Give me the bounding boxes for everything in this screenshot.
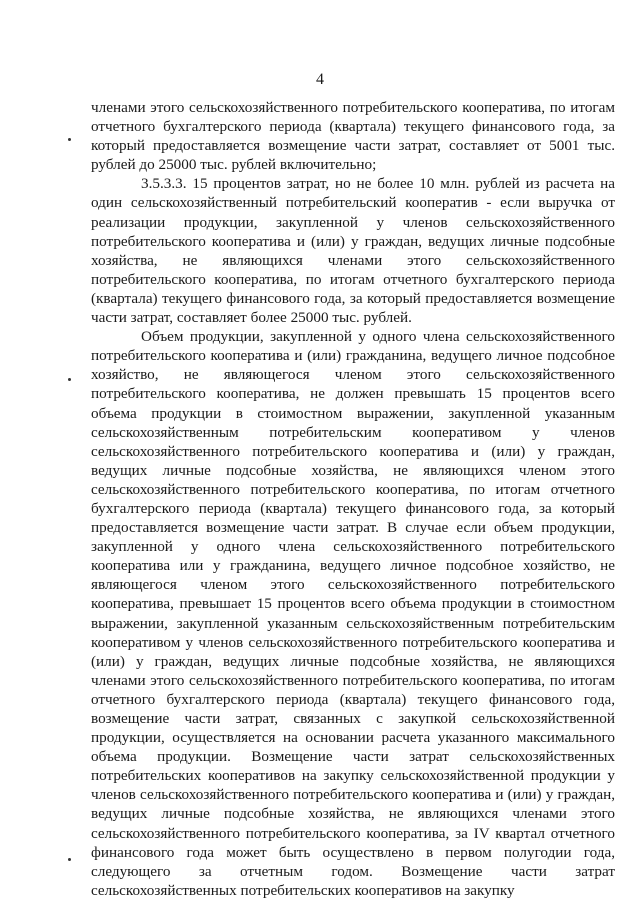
margin-mark <box>68 858 71 861</box>
margin-mark <box>68 138 71 141</box>
document-body <box>91 98 615 900</box>
page-number: 4 <box>316 71 324 88</box>
paragraph-production-volume: Объем продукции, закупленной у одного члена сельскохозяйственного потребительского кооператива и (или) гражданина, ведущего личное подсобное хозяйство, не являющегося членом этого сельскохозяйственного потребительского кооператива, не должен превышать 15 процентов всего объема продукции в стоимостном выражении, закупленной указанным сельскохозяйственным потребительским кооперативом у членов сельскохозяйственного потребительского кооператива и (или) у граждан, ведущих личные подсобные хозяйства, не являющихся членом этого сельскохозяйственного потребительского кооператива, по итогам отчетного бухгалтерского периода (квартала) текущего финансового года, за который предоставляется возмещение части затрат. В случае если объем продукции, закупленной у одного члена сельскохозяйственного потребительского кооператива или у гражданина, ведущего личное подсобное хозяйство, не являющегося членом этого сельскохозяйственного потребительского кооператива, превышает 15 процентов всего объема продукции в стоимостном выражении, закупленной указанным сельскохозяйственным потребительским кооперативом у членов сельскохозяйственного потребительского кооператива и (или) у граждан, ведущих личные подсобные хозяйства, не являющихся членами этого сельскохозяйственного потребительского кооператива, по итогам отчетного бухгалтерского периода (квартала) текущего финансового года, возмещение части затрат, связанных с закупкой сельскохозяйственной продукции, осуществляется на основании расчета указанного максимального объема продукции. Возмещение части затрат сельскохозяйственных потребительских кооперативов на закупку сельскохозяйственной продукции у членов сельскохозяйственного потребительского кооператива и (или) у граждан, ведущих личные подсобные хозяйства, не являющихся членами этого сельскохозяйственного потребительского кооператива, за IV квартал отчетного финансового года может быть осуществлено в первом полугодии года, следующего за отчетным годом. Возмещение части затрат сельскохозяйственных потребительских кооперативов на закупку <box>91 328 615 899</box>
margin-mark <box>68 378 71 381</box>
paragraph-continuation: членами этого сельскохозяйственного потребительского кооператива, по итогам отчетного бухгалтерского периода (квартала) текущего финансового года, за который предоставляется возмещение части затрат, составляет от 5001 тыс. рублей до 25000 тыс. рублей включительно; <box>91 99 615 174</box>
paragraph-clause-3-5-3-3: 3.5.3.3. 15 процентов затрат, но не более 10 млн. рублей из расчета на один сельскохозяйственный потребительский кооператив - если выручка от реализации продукции, закупленной у членов сельскохозяйственного потребительского кооператива и (или) у граждан, ведущих личные подсобные хозяйства, не являющихся членами этого сельскохозяйственного потребительского кооператива, по итогам отчетного бухгалтерского периода (квартала) текущего финансового года, за который предоставляется возмещение части затрат, составляет более 25000 тыс. рублей. <box>91 175 615 327</box>
